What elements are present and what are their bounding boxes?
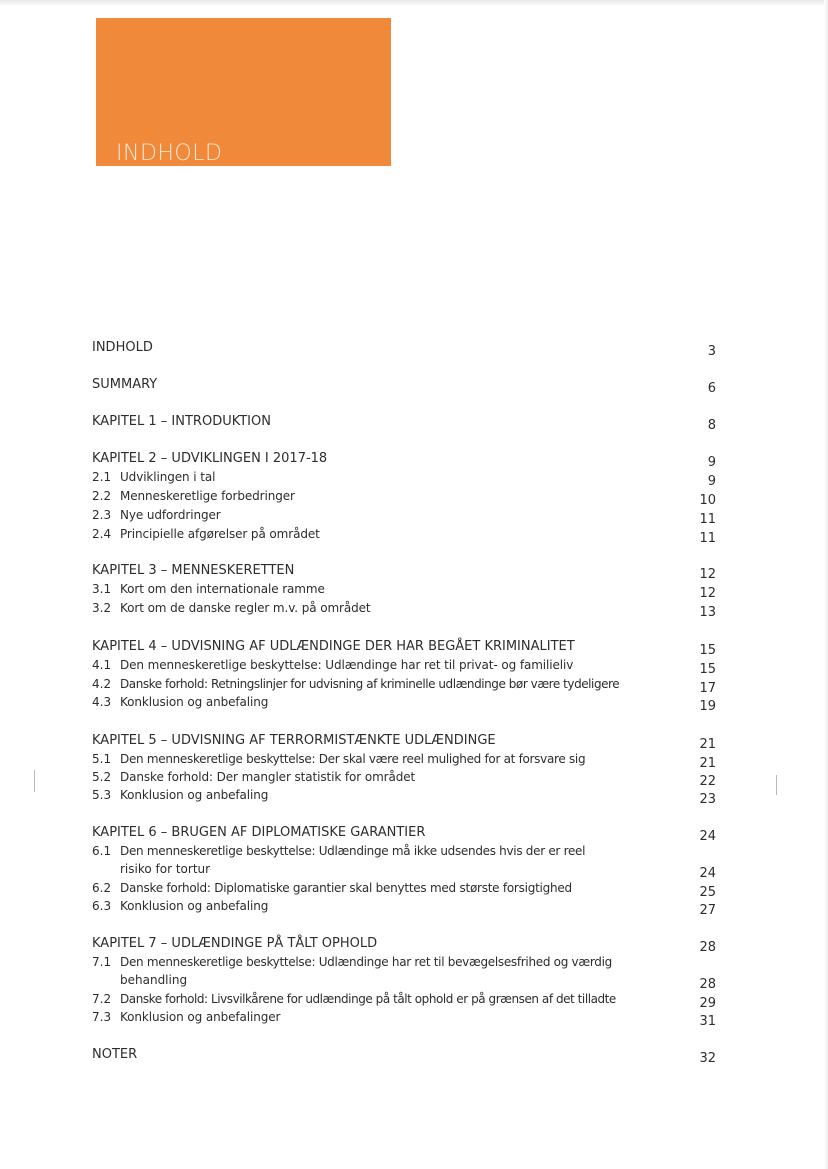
toc-subentry-text: Udviklingen i tal [120, 470, 216, 484]
toc-entry-title: KAPITEL 2 – UDVIKLINGEN I 2017-18 [92, 451, 328, 466]
toc-subentry-text: Danske forhold: Livsvilkårene for udlændinge på tålt ophold er på grænsen af det tilladte [120, 992, 616, 1006]
toc-entry-title: KAPITEL 1 – INTRODUKTION [92, 414, 271, 429]
toc-subentry-number: 2.3 [92, 508, 112, 522]
toc-entry-title: KAPITEL 6 – BRUGEN AF DIPLOMATISKE GARANTIER [92, 825, 426, 840]
toc-subentry-text: Konklusion og anbefaling [120, 899, 269, 913]
toc-entry-page: 24 [699, 829, 716, 844]
toc-subentry-text: Nye udfordringer [120, 508, 221, 522]
toc-entry-title: KAPITEL 5 – UDVISNING AF TERRORMISTÆNKTE UDLÆNDINGE [92, 733, 496, 748]
toc-subentry-text: Den menneskeretlige beskyttelse: Udlændinge har ret til privat- og familieliv [120, 658, 574, 672]
page-title: INDHOLD [116, 141, 223, 166]
margin-mark-left [34, 770, 35, 792]
toc-entry-page: 12 [699, 567, 716, 582]
toc-subentry-page: 11 [699, 512, 716, 527]
toc-entry-title: INDHOLD [92, 340, 153, 355]
title-banner [96, 18, 391, 166]
toc-subentry-text: Menneskeretlige forbedringer [120, 489, 295, 503]
toc-entry-title: SUMMARY [92, 377, 158, 392]
toc-subentry-page: 23 [699, 792, 716, 807]
toc-subentry-text: Kort om den internationale ramme [120, 582, 325, 596]
toc-subentry-number: 5.1 [92, 752, 112, 766]
toc-entry-title: NOTER [92, 1047, 138, 1062]
page-edge-right [824, 0, 828, 1169]
toc-subentry-page: 22 [699, 774, 716, 789]
toc-subentry-number: 4.1 [92, 658, 112, 672]
toc-subentry-page: 10 [699, 493, 716, 508]
toc-entry-title: KAPITEL 4 – UDVISNING AF UDLÆNDINGE DER HAR BEGÅET KRIMINALITET [92, 639, 575, 654]
toc-entry-page: 28 [699, 940, 716, 955]
toc-subentry-number: 6.2 [92, 881, 112, 895]
toc-subentry-page: 13 [699, 605, 716, 620]
toc-subentry-number: 3.2 [92, 601, 112, 615]
toc-subentry-text: Den menneskeretlige beskyttelse: Udlændinge har ret til bevægelsesfrihed og værdig [120, 955, 612, 969]
toc-entry-title: KAPITEL 7 – UDLÆNDINGE PÅ TÅLT OPHOLD [92, 936, 378, 951]
toc-subentry-page: 24 [699, 866, 716, 881]
toc-subentry-number: 4.3 [92, 695, 112, 709]
toc-subentry-text: Principielle afgørelser på området [120, 527, 320, 541]
toc-subentry-text: Konklusion og anbefaling [120, 788, 269, 802]
toc-subentry-text-continued: behandling [120, 973, 188, 987]
toc-subentry-page: 21 [699, 756, 716, 771]
toc-entry-page: 9 [707, 455, 716, 470]
toc-subentry-text: Konklusion og anbefalinger [120, 1010, 281, 1024]
toc-subentry-number: 3.1 [92, 582, 112, 596]
toc-entry-page: 32 [699, 1051, 716, 1066]
toc-subentry-text: Den menneskeretlige beskyttelse: Udlændinge må ikke udsendes hvis der er reel [120, 844, 586, 858]
toc-subentry-page: 27 [699, 903, 716, 918]
page-edge [0, 0, 828, 6]
toc-subentry-number: 5.3 [92, 788, 112, 802]
toc-subentry-number: 4.2 [92, 677, 112, 691]
toc-subentry-number: 2.1 [92, 470, 112, 484]
toc-subentry-page: 15 [699, 662, 716, 677]
toc-entry-page: 8 [707, 418, 716, 433]
toc-subentry-text-continued: risiko for tortur [120, 862, 211, 876]
toc-subentry-page: 29 [699, 996, 716, 1011]
toc-subentry-page: 17 [699, 681, 716, 696]
toc-subentry-number: 6.3 [92, 899, 112, 913]
toc-subentry-text: Kort om de danske regler m.v. på området [120, 601, 371, 615]
toc-subentry-page: 12 [699, 586, 716, 601]
toc-entry-page: 15 [699, 643, 716, 658]
toc-subentry-text: Danske forhold: Der mangler statistik for området [120, 770, 416, 784]
toc-subentry-page: 31 [699, 1014, 716, 1029]
toc-subentry-number: 2.2 [92, 489, 112, 503]
toc-subentry-page: 11 [699, 531, 716, 546]
toc-entry-page: 21 [699, 737, 716, 752]
toc-subentry-number: 6.1 [92, 844, 112, 858]
toc-subentry-text: Konklusion og anbefaling [120, 695, 269, 709]
toc-subentry-page: 25 [699, 885, 716, 900]
toc-subentry-number: 7.3 [92, 1010, 112, 1024]
toc-subentry-number: 7.2 [92, 992, 112, 1006]
toc-subentry-page: 9 [707, 474, 716, 489]
toc-subentry-number: 2.4 [92, 527, 112, 541]
toc-subentry-number: 5.2 [92, 770, 112, 784]
toc-subentry-number: 7.1 [92, 955, 112, 969]
toc-subentry-text: Danske forhold: Diplomatiske garantier skal benyttes med største forsigtighed [120, 881, 572, 895]
toc-subentry-page: 19 [699, 699, 716, 714]
toc-entry-page: 3 [707, 344, 716, 359]
toc-entry-page: 6 [707, 381, 716, 396]
toc-subentry-text: Danske forhold: Retningslinjer for udvisning af kriminelle udlændinge bør være tydeligere [120, 677, 620, 691]
toc-entry-title: KAPITEL 3 – MENNESKERETTEN [92, 563, 295, 578]
toc-subentry-page: 28 [699, 977, 716, 992]
toc-subentry-text: Den menneskeretlige beskyttelse: Der skal være reel mulighed for at forsvare sig [120, 752, 586, 766]
margin-mark-right [776, 775, 777, 795]
